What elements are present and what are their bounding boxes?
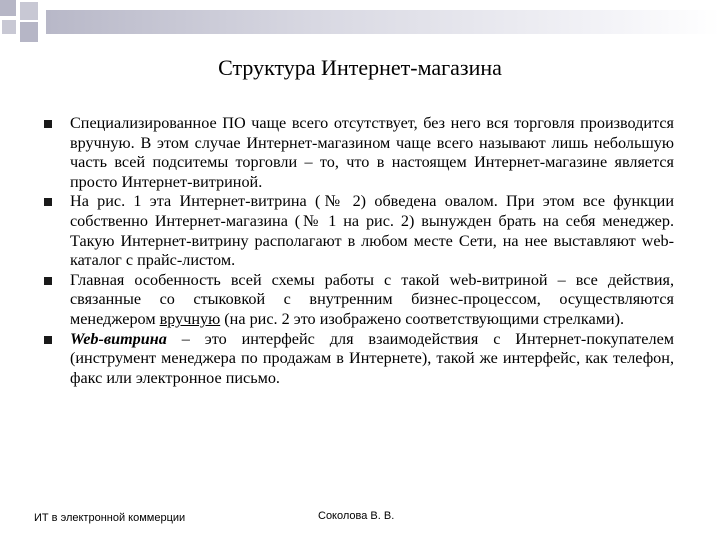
square-bullet-icon <box>44 198 52 206</box>
decor-square <box>20 22 38 42</box>
list-item <box>44 330 674 389</box>
underlined-word: вручную <box>159 309 221 328</box>
square-bullet-icon <box>44 336 52 344</box>
definition-term: Web-витрина <box>70 329 167 348</box>
decor-square <box>20 2 38 20</box>
footer-author: Соколова В. В. <box>318 510 395 522</box>
list-item <box>44 114 674 192</box>
bullet-text: На рис. 1 эта Интернет-витрина (№ 2) обведена овалом. При этом все функции собственно Интернет-магазина (№ 1 на рис. 2) вынужден брать на себя менеджер. Такую Интернет-витрину располагают в любом месте Сети, на нее выставляют web-каталог с прайс-листом. <box>70 192 674 270</box>
list-item <box>44 271 674 330</box>
decor-square <box>0 0 16 16</box>
slide-header-decoration <box>0 0 720 44</box>
bullet-text-end: (на рис. 2 это изображено соответствующими стрелками). <box>220 309 625 328</box>
decor-square <box>2 20 16 34</box>
list-item <box>44 192 674 270</box>
bullet-list <box>44 114 674 388</box>
definition-text: – это интерфейс для взаимодействия с Интернет-покупателем (инструмент менеджера по продажам в Интернете), такой же интерфейс, как телефон, факс или электронное письмо. <box>70 329 674 387</box>
footer-course-title: ИТ в электронной коммерции <box>34 512 186 524</box>
bullet-text-start: Главная особенность всей схемы работы с такой web-витриной – все действия, связанные со стыковкой с внутренним бизнес-процессом, осуществляются менеджером <box>70 270 674 328</box>
square-bullet-icon <box>44 277 52 285</box>
square-bullet-icon <box>44 120 52 128</box>
slide-title: Структура Интернет-магазина <box>218 55 502 80</box>
decor-gradient-bar <box>46 10 720 34</box>
bullet-text: Специализированное ПО чаще всего отсутствует, без него вся торговля производится вручную. В этом случае Интернет-магазином чаще всего называют лишь небольшую часть всей подситемы торговли – то, что в настоящем Интернет-магазине является просто Интернет-витриной. <box>70 114 674 191</box>
